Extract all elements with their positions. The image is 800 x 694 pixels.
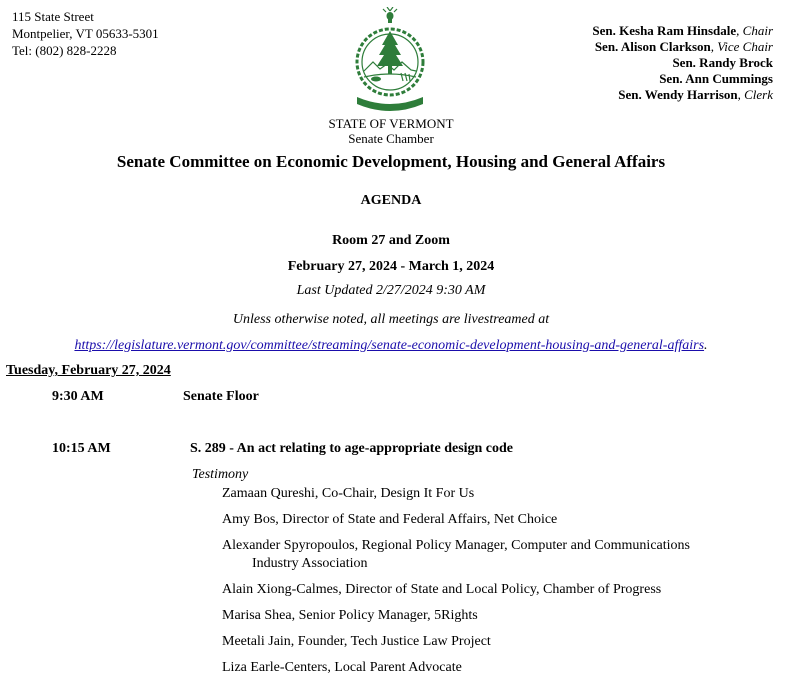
address-phone: Tel: (802) 828-2228 xyxy=(12,43,117,58)
member-row: Sen. Kesha Ram Hinsdale, Chair xyxy=(592,23,773,38)
committee-members xyxy=(592,23,773,103)
witness-item: Alexander Spyropoulos, Regional Policy Manager, Computer and Communications Industry Association xyxy=(222,538,690,571)
testimony-label: Testimony xyxy=(192,467,249,482)
committee-title: Senate Committee on Economic Development, Housing and General Affairs xyxy=(116,152,666,171)
entry-time: 9:30 AM xyxy=(52,389,104,404)
witness-item: Amy Bos, Director of State and Federal Affairs, Net Choice xyxy=(222,512,558,527)
entry-item: S. 289 - An act relating to age-appropriate design code xyxy=(190,441,514,456)
entry-item: Senate Floor xyxy=(183,389,259,404)
member-row: Sen. Randy Brock xyxy=(672,55,773,70)
meeting-room: Room 27 and Zoom xyxy=(332,233,450,248)
witness-item: Alain Xiong-Calmes, Director of State and Local Policy, Chamber of Progress xyxy=(222,582,662,597)
witness-item: Marisa Shea, Senior Policy Manager, 5Rights xyxy=(222,608,478,623)
livestream-notice: Unless otherwise noted, all meetings are livestreamed at xyxy=(232,312,550,327)
state-heading xyxy=(0,116,782,146)
livestream-link-line: https://legislature.vermont.gov/committee/streaming/senate-economic-development-housing-and-general-affairs. xyxy=(74,338,708,353)
witness-item: Liza Earle-Centers, Local Parent Advocate xyxy=(222,660,462,675)
witness-item: Meetali Jain, Founder, Tech Justice Law Project xyxy=(222,634,491,649)
vermont-seal-icon xyxy=(349,7,431,111)
meeting-dates: February 27, 2024 - March 1, 2024 xyxy=(287,259,495,274)
witness-item: Zamaan Qureshi, Co-Chair, Design It For Us xyxy=(222,486,475,501)
member-row: Sen. Ann Cummings xyxy=(659,71,773,86)
address-street: 115 State Street xyxy=(12,9,94,24)
member-row: Sen. Alison Clarkson, Vice Chair xyxy=(594,39,773,54)
member-row: Sen. Wendy Harrison, Clerk xyxy=(618,87,773,102)
office-address xyxy=(12,8,159,59)
entry-time: 10:15 AM xyxy=(52,441,111,456)
address-city: Montpelier, VT 05633-5301 xyxy=(12,26,159,41)
state-name: STATE OF VERMONT xyxy=(328,116,454,131)
agenda-heading: AGENDA xyxy=(360,193,422,208)
last-updated: Last Updated 2/27/2024 9:30 AM xyxy=(296,283,486,298)
livestream-link[interactable]: https://legislature.vermont.gov/committee/streaming/senate-economic-development-housing-and-general-affairs xyxy=(74,338,705,353)
day-heading: Tuesday, February 27, 2024 xyxy=(6,363,171,378)
chamber-name: Senate Chamber xyxy=(348,131,434,146)
